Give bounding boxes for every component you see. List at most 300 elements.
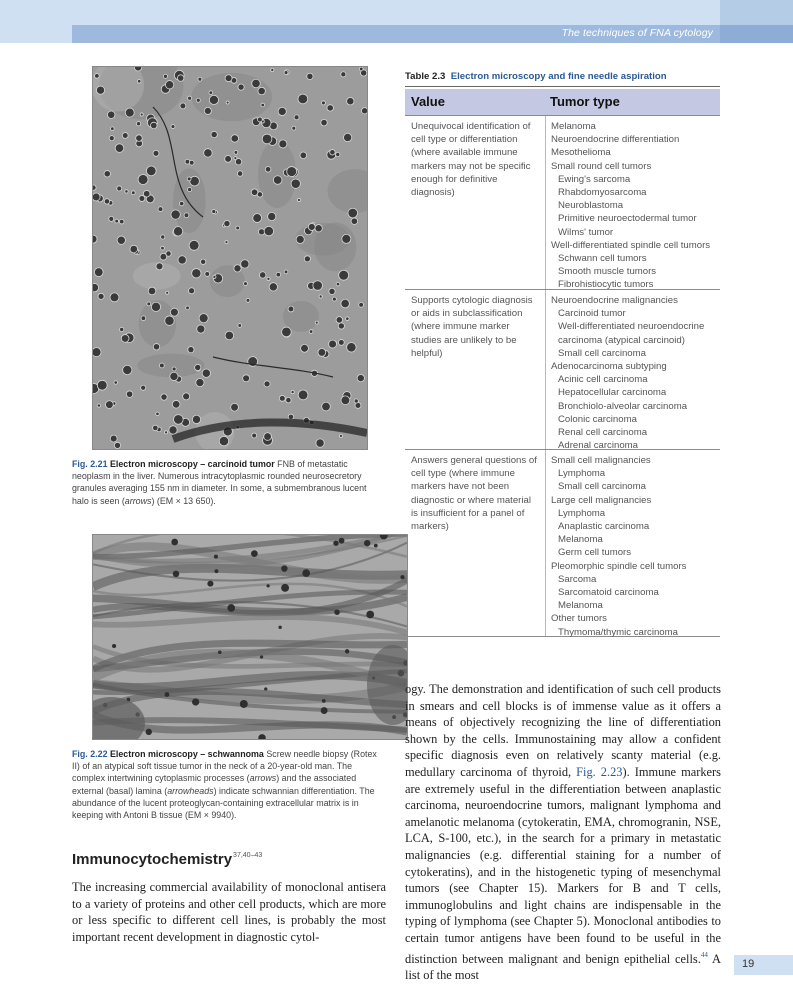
figure-label: Fig. 2.21 <box>72 459 108 469</box>
caption-text: FNB of metastatic neoplasm in the liver. Numerous intracytoplasmic rounded neurosecretory granules averaging 155 nm in diameter. In some, a submembranous lucent halo is seen ( <box>72 459 367 506</box>
neurosecretory-granule <box>262 134 272 144</box>
tumor-type-cell <box>551 120 719 292</box>
neurosecretory-granule <box>287 167 297 177</box>
value-line: or aids in subclassification <box>411 308 523 320</box>
neurosecretory-granule <box>309 330 313 334</box>
value-line: diagnostic or where material <box>411 494 531 506</box>
tumor-line: Other tumors <box>551 613 607 625</box>
neurosecretory-granule <box>137 80 141 84</box>
neurosecretory-granule <box>357 374 364 381</box>
neurosecretory-granule <box>125 190 128 193</box>
neurosecretory-granule <box>114 381 117 384</box>
neurosecretory-granule <box>336 317 342 323</box>
neurosecretory-granule <box>292 126 296 130</box>
neurosecretory-granule <box>279 140 287 148</box>
tumor-line: Small round cell tumors <box>551 160 652 172</box>
neurosecretory-granule <box>359 302 364 307</box>
neurosecretory-granule <box>301 344 309 352</box>
neurosecretory-granule <box>316 439 324 447</box>
neurosecretory-granule <box>93 348 101 357</box>
neurosecretory-granule <box>348 208 358 218</box>
neurosecretory-granule <box>98 293 104 299</box>
value-cell <box>411 454 539 533</box>
figure-reference-link[interactable]: Fig. 2.23 <box>576 764 623 779</box>
neurosecretory-granule <box>143 190 150 197</box>
neurosecretory-granule <box>341 396 350 405</box>
neurosecretory-granule <box>339 434 342 437</box>
neurosecretory-granule <box>361 70 367 76</box>
neurosecretory-granule <box>212 209 216 213</box>
right-body-paragraph <box>405 681 721 984</box>
section-refs: 37,40–43 <box>233 852 263 859</box>
neurosecretory-granule <box>341 72 346 77</box>
neurosecretory-granule <box>93 283 99 291</box>
neurosecretory-granule <box>170 372 178 380</box>
neurosecretory-granule <box>134 67 141 71</box>
neurosecretory-granule <box>339 270 349 280</box>
neurosecretory-granule <box>119 219 124 224</box>
neurosecretory-granule <box>346 317 350 321</box>
tumor-line: Melanoma <box>558 600 603 612</box>
tumor-line: Wilms' tumor <box>558 226 614 238</box>
column-divider <box>545 116 546 290</box>
neurosecretory-granule <box>315 225 322 232</box>
neurosecretory-granule <box>265 167 271 173</box>
tumor-line: Small cell malignancies <box>551 455 651 466</box>
neurosecretory-granule <box>130 245 138 253</box>
neurosecretory-granule <box>117 236 125 244</box>
tumor-line: Thymoma/thymic carcinoma <box>558 626 678 638</box>
neurosecretory-granule <box>271 68 274 71</box>
neurosecretory-granule <box>96 86 104 94</box>
neurosecretory-granule <box>313 281 323 291</box>
neurosecretory-granule <box>225 331 234 340</box>
neurosecretory-granule <box>278 107 286 115</box>
tumor-line: Melanoma <box>558 534 603 546</box>
tumor-line: Small cell carcinoma <box>558 347 646 359</box>
value-cell <box>411 120 539 199</box>
tumor-line: Melanoma <box>551 121 596 132</box>
neurosecretory-granule <box>234 265 241 272</box>
caption-italic: arrowheads <box>167 785 214 796</box>
tumor-line: Hepatocellular carcinoma <box>558 387 667 399</box>
neurosecretory-granule <box>211 131 217 137</box>
neurosecretory-granule <box>304 256 310 262</box>
neurosecretory-granule <box>197 325 205 333</box>
neurosecretory-granule <box>180 103 186 109</box>
neurosecretory-granule <box>97 380 107 390</box>
neurosecretory-granule <box>319 295 322 298</box>
neurosecretory-granule <box>338 340 344 346</box>
neurosecretory-granule <box>332 297 336 301</box>
neurosecretory-granule <box>288 306 294 312</box>
value-line: Unequivocal identification of <box>411 121 531 132</box>
value-line: Supports cytologic diagnosis <box>411 295 533 306</box>
neurosecretory-granule <box>158 207 163 212</box>
tumor-line: Adenocarcinoma subtyping <box>551 361 667 373</box>
neurosecretory-granule <box>172 367 176 371</box>
column-header-tumor-type: Tumor type <box>550 94 620 109</box>
caption-text-mid: ) and the associated external (basal) lamina ( <box>72 773 357 796</box>
neurosecretory-granule <box>260 272 266 278</box>
tumor-line: Anaplastic carcinoma <box>558 521 650 533</box>
neurosecretory-granule <box>192 269 201 278</box>
neurosecretory-granule <box>235 159 241 165</box>
neurosecretory-granule <box>246 298 250 302</box>
value-line: diagnosis) <box>411 187 455 199</box>
neurosecretory-granule <box>276 272 281 277</box>
neurosecretory-granule <box>110 127 114 131</box>
neurosecretory-granule <box>153 344 159 350</box>
caption-italic: arrows <box>124 495 152 506</box>
page-number: 19 <box>742 958 755 970</box>
neurosecretory-granule <box>185 159 190 164</box>
neurosecretory-granule <box>131 191 135 195</box>
neurosecretory-granule <box>140 113 143 116</box>
value-line: (where immune marker <box>411 321 510 333</box>
neurosecretory-granule <box>172 400 180 408</box>
neurosecretory-granule <box>199 314 208 323</box>
value-line: is insufficient for a panel of <box>411 507 525 519</box>
section-heading-text: Immunocytochemistry <box>72 851 233 868</box>
neurosecretory-granule <box>141 385 146 390</box>
neurosecretory-granule <box>115 144 124 153</box>
neurosecretory-granule <box>147 302 151 306</box>
running-head: The techniques of FNA cytology <box>561 27 713 39</box>
neurosecretory-granule <box>238 84 244 90</box>
column-divider <box>545 450 546 636</box>
tumor-line: Primitive neuroectodermal tumor <box>558 213 697 225</box>
tumor-line: Acinic cell carcinoma <box>558 374 648 386</box>
table-title <box>405 71 667 82</box>
neurosecretory-granule <box>104 171 110 177</box>
tumor-line: Neuroendocrine differentiation <box>551 134 680 146</box>
body-text: ogy. The demonstration and identification of such cell products in smears and cell blocks is of immense value as it offers a means of objectively recognizing the line of differentiation shown by the cells. Immunostaining may allow a confident specific diagnosis even on relatively scanty material (e.g. medullary carcinoma of thyroid, <box>405 682 721 779</box>
tumor-line: Sarcoma <box>558 573 597 585</box>
neurosecretory-granule <box>351 218 358 225</box>
neurosecretory-granule <box>225 75 232 82</box>
neurosecretory-granule <box>122 133 128 139</box>
tumor-line: Well-differentiated spindle cell tumors <box>551 239 711 251</box>
neurosecretory-granule <box>213 275 216 278</box>
left-body-paragraph: The increasing commercial availability of monoclonal antisera to a variety of proteins and other cell products, which are more or less specific to different cell lines, is probably the most important recent development in diagnostic cytol- <box>72 880 386 944</box>
neurosecretory-granule <box>94 268 103 277</box>
neurosecretory-granule <box>219 436 228 445</box>
neurosecretory-granule <box>231 403 239 411</box>
neurosecretory-granule <box>329 288 335 294</box>
neurosecretory-granule <box>327 105 333 111</box>
neurosecretory-granule <box>169 426 177 434</box>
value-line: markers may not be specific <box>411 160 531 172</box>
tumor-line: Well-differentiated neuroendocrine <box>558 321 705 333</box>
neurosecretory-granule <box>321 119 327 125</box>
neurosecretory-granule <box>136 122 140 126</box>
neurosecretory-granule <box>183 393 190 400</box>
neurosecretory-granule <box>161 246 165 250</box>
neurosecretory-granule <box>106 401 114 409</box>
neurosecretory-granule <box>156 263 163 270</box>
value-line: studies are unlikely to be <box>411 334 517 346</box>
value-line: Answers general questions of <box>411 455 537 466</box>
neurosecretory-granule <box>361 108 367 114</box>
table-row <box>405 449 720 637</box>
neurosecretory-granule <box>253 214 262 223</box>
neurosecretory-granule <box>342 234 351 243</box>
value-line: markers) <box>411 521 449 533</box>
neurosecretory-granule <box>178 256 186 264</box>
neurosecretory-granule <box>202 369 210 377</box>
tumor-line: Rhabdomyosarcoma <box>558 187 647 199</box>
neurosecretory-granule <box>264 226 273 235</box>
neurosecretory-granule <box>93 193 100 201</box>
neurosecretory-granule <box>170 308 178 316</box>
neurosecretory-granule <box>200 259 205 264</box>
neurosecretory-granule <box>354 399 358 403</box>
tumor-line: carcinoma (atypical carcinoid) <box>558 334 685 346</box>
neurosecretory-granule <box>330 150 335 155</box>
column-header-value: Value <box>411 94 445 109</box>
neurosecretory-granule <box>123 365 132 374</box>
table-row <box>405 115 720 290</box>
neurosecretory-granule <box>300 152 307 159</box>
neurosecretory-granule <box>209 91 213 95</box>
neurosecretory-granule <box>236 226 240 230</box>
neurosecretory-granule <box>173 227 182 236</box>
neurosecretory-granule <box>165 81 173 89</box>
tumor-line: Sarcomatoid carcinoma <box>558 587 659 599</box>
neurosecretory-granule <box>296 235 304 243</box>
neurosecretory-granule <box>261 103 265 107</box>
neurosecretory-granule <box>189 240 199 250</box>
neurosecretory-granule <box>322 402 331 411</box>
neurosecretory-granule <box>252 79 261 88</box>
neurosecretory-granule <box>107 111 114 118</box>
neurosecretory-granule <box>279 395 285 401</box>
neurosecretory-granule <box>153 425 158 430</box>
neurosecretory-granule <box>166 291 169 294</box>
neurosecretory-granule <box>165 431 168 434</box>
neurosecretory-granule <box>225 156 232 163</box>
value-line: cell type (where immune <box>411 468 515 480</box>
neurosecretory-granule <box>171 125 175 129</box>
neurosecretory-granule <box>307 73 313 79</box>
tumor-line: Germ cell tumors <box>558 547 632 559</box>
neurosecretory-granule <box>321 101 325 105</box>
neurosecretory-granule <box>174 415 184 425</box>
neurosecretory-granule <box>264 381 270 387</box>
neurosecretory-granule <box>268 212 276 220</box>
tumor-line: Neuroblastoma <box>558 200 624 212</box>
table-header <box>405 89 720 115</box>
neurosecretory-granule <box>205 272 210 277</box>
caption-text-end: ) (EM × 13 650). <box>151 495 216 506</box>
neurosecretory-granule <box>338 323 344 329</box>
neurosecretory-granule <box>117 186 122 191</box>
value-line: (where available immune <box>411 147 518 159</box>
neurosecretory-granule <box>120 327 124 331</box>
tumor-type-cell <box>551 294 719 452</box>
section-heading <box>72 851 262 868</box>
neurosecretory-granule <box>104 199 109 204</box>
table-label: Table 2.3 <box>405 71 446 82</box>
tumor-line: Mesothelioma <box>551 147 611 159</box>
value-cell <box>411 294 539 360</box>
electron-micrograph-schwannoma <box>93 535 407 739</box>
neurosecretory-granule <box>298 390 308 400</box>
tumor-line: Large cell malignancies <box>551 494 652 506</box>
tumor-line: Small cell carcinoma <box>558 481 646 493</box>
neurosecretory-granule <box>95 74 100 79</box>
tumor-line: Neuroendocrine malignancies <box>551 295 678 306</box>
neurosecretory-granule <box>286 397 291 402</box>
value-line: enough for definitive <box>411 173 498 185</box>
neurosecretory-granule <box>238 324 242 328</box>
neurosecretory-granule <box>237 171 242 176</box>
neurosecretory-granule <box>257 117 262 122</box>
neurosecretory-granule <box>110 435 117 442</box>
tumor-line: Colonic carcinoma <box>558 413 637 425</box>
table-row <box>405 289 720 450</box>
tumor-line: Bronchiolo-alveolar carcinoma <box>558 400 688 412</box>
figure-2-21-caption <box>72 458 384 507</box>
tumor-line: Fibrohistiocytic tumors <box>558 279 654 291</box>
figure-2-22-image <box>92 534 408 740</box>
table-title-text: Electron microscopy and fine needle aspiration <box>450 71 667 82</box>
neurosecretory-granule <box>109 216 114 221</box>
neurosecretory-granule <box>153 150 159 156</box>
reference-superscript[interactable]: 44 <box>700 950 708 959</box>
figure-2-22-caption <box>72 748 384 821</box>
figure-title: Electron microscopy – carcinoid tumor <box>109 459 275 469</box>
neurosecretory-granule <box>344 133 352 141</box>
neurosecretory-granule <box>284 270 288 274</box>
neurosecretory-granule <box>188 347 194 353</box>
neurosecretory-granule <box>198 77 202 81</box>
neurosecretory-granule <box>97 404 100 407</box>
neurosecretory-granule <box>125 108 134 117</box>
neurosecretory-granule <box>204 149 212 157</box>
caption-text: Screw needle biopsy (Rotex II) of an atypical soft tissue tumor in the neck of a 20-year-old man. The complex intertwining cytoplasmic processes ( <box>72 749 377 784</box>
neurosecretory-granule <box>251 189 258 196</box>
neurosecretory-granule <box>294 115 299 120</box>
caption-italic: arrows <box>249 773 277 784</box>
neurosecretory-granule <box>163 74 167 78</box>
neurosecretory-granule <box>126 391 133 398</box>
tumor-line: Adrenal carcinoma <box>558 440 638 452</box>
neurosecretory-granule <box>177 75 183 81</box>
neurosecretory-granule <box>196 378 204 386</box>
neurosecretory-granule <box>341 299 350 308</box>
electron-micrograph-carcinoid <box>93 67 367 449</box>
neurosecretory-granule <box>291 391 294 394</box>
figure-title: Electron microscopy – schwannoma <box>109 749 264 759</box>
neurosecretory-granule <box>273 176 282 185</box>
neurosecretory-granule <box>171 210 180 219</box>
tumor-line: Pleomorphic spindle cell tumors <box>551 560 687 572</box>
neurosecretory-granule <box>192 415 200 423</box>
neurosecretory-granule <box>166 251 171 256</box>
body-text: ). Immune markers are extremely useful in the differentiation between anaplastic carcinoma, neuroendocrine tumors, malignant lymphoma and amelanotic melanoma (cytokeratin, EMA, chromogranin, NSE, LCA, S-100, etc.), in the search for a primary in metastatic malignancies (e.g. differential staining for a number of cytokeratins), and in the histogenetic typing of mesenchymal tumors (see Chapter 15). Markers for B and T cells, immunoglobulins and light chains are indispensable in the typing of lymphoma (see Chapter 5). Monoclonal antibodies to certain tumor antigens have been found to be useful in the distinction between malignant and benign epithelial cells. <box>405 764 721 966</box>
neurosecretory-granule <box>282 327 292 337</box>
neurosecretory-granule <box>226 101 229 104</box>
neurosecretory-granule <box>195 364 201 370</box>
neurosecretory-granule <box>224 220 230 226</box>
neurosecretory-granule <box>109 136 114 141</box>
neurosecretory-granule <box>196 98 200 102</box>
neurosecretory-granule <box>114 442 120 448</box>
tumor-line: Smooth muscle tumors <box>558 266 657 278</box>
neurosecretory-granule <box>252 433 257 438</box>
neurosecretory-granule <box>347 97 354 104</box>
tumor-line: Renal cell carcinoma <box>558 427 648 439</box>
neurosecretory-granule <box>179 201 184 206</box>
table-rule <box>405 86 720 87</box>
neurosecretory-granule <box>187 177 191 181</box>
neurosecretory-granule <box>93 185 96 190</box>
neurosecretory-granule <box>148 287 156 295</box>
neurosecretory-granule <box>329 340 337 348</box>
body-text: A list of the most <box>405 951 721 983</box>
neurosecretory-granule <box>138 174 148 184</box>
neurosecretory-granule <box>225 241 228 244</box>
neurosecretory-granule <box>156 412 159 415</box>
neurosecretory-granule <box>186 306 190 310</box>
tumor-line: Ewing's sarcoma <box>558 173 631 185</box>
neurosecretory-granule <box>151 302 160 311</box>
neurosecretory-granule <box>121 335 129 343</box>
neurosecretory-granule <box>297 198 300 201</box>
neurosecretory-granule <box>336 282 340 286</box>
neurosecretory-granule <box>315 321 318 324</box>
neurosecretory-granule <box>243 375 250 382</box>
tumor-line: Schwann cell tumors <box>558 253 647 265</box>
figure-label: Fig. 2.22 <box>72 749 108 759</box>
neurosecretory-granule <box>209 95 218 104</box>
figure-2-21-image <box>92 66 368 450</box>
neurosecretory-granule <box>161 394 167 400</box>
neurosecretory-granule <box>184 213 189 218</box>
neurosecretory-granule <box>244 282 248 286</box>
value-line: markers have not been <box>411 481 510 493</box>
neurosecretory-granule <box>159 363 164 368</box>
neurosecretory-granule <box>308 223 315 230</box>
neurosecretory-granule <box>165 316 174 325</box>
value-line: cell type or differentiation <box>411 134 518 146</box>
neurosecretory-granule <box>264 433 272 441</box>
neurosecretory-granule <box>139 196 145 202</box>
neurosecretory-granule <box>136 135 143 142</box>
tumor-type-cell <box>551 454 719 639</box>
neurosecretory-granule <box>115 219 119 223</box>
neurosecretory-granule <box>241 260 249 268</box>
neurosecretory-granule <box>267 277 270 280</box>
neurosecretory-granule <box>336 152 340 156</box>
neurosecretory-granule <box>291 179 300 188</box>
neurosecretory-granule <box>188 96 192 100</box>
neurosecretory-granule <box>298 94 308 104</box>
neurosecretory-granule <box>269 283 277 291</box>
neurosecretory-granule <box>258 87 265 94</box>
tumor-line: Carcinoid tumor <box>558 308 626 320</box>
caption-text-end: ) indicate schwannian differentiation. The abundance of the lucent proteoglycan-containing extracellular matrix is in keeping with Antoni B tissue (EM × 9940). <box>72 785 375 821</box>
neurosecretory-granule <box>189 288 195 294</box>
header-bar-right <box>720 25 793 43</box>
neurosecretory-granule <box>161 235 165 239</box>
column-divider <box>545 290 546 450</box>
value-line: helpful) <box>411 347 443 359</box>
neurosecretory-granule <box>150 122 157 129</box>
neurosecretory-granule <box>204 107 211 114</box>
